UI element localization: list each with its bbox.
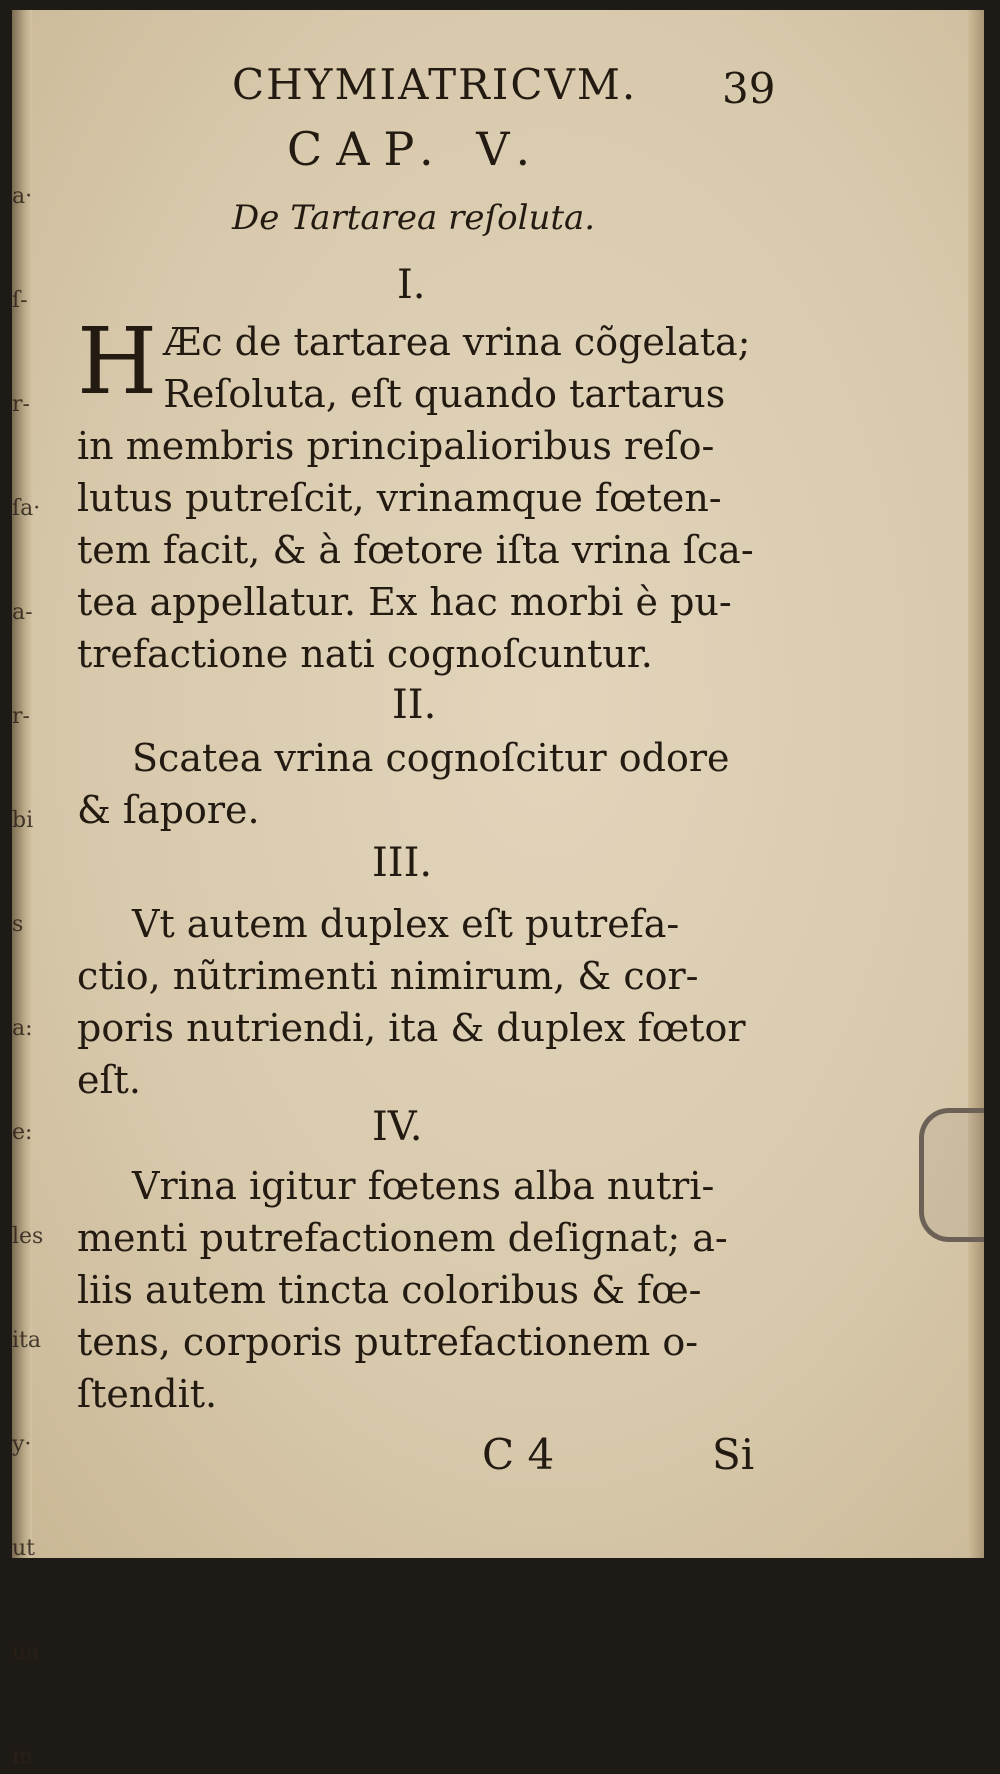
margin-fragment: y· [12,1432,32,1457]
page-clip [919,1108,984,1242]
text-line: eſt. [77,1058,141,1102]
catchword: Si [712,1430,755,1479]
text-line: poris nutriendi, ita & duplex fœtor [77,1006,746,1050]
margin-fragment: ſ- [12,288,28,313]
margin-fragment: r- [12,704,30,729]
text-line: Vt autem duplex eſt putrefa- [132,902,680,946]
margin-fragment: r- [12,392,30,417]
margin-fragment: ua [12,1640,40,1665]
text-line: Scatea vrina cognoſcitur odore [132,736,730,780]
paragraph-3 [77,898,752,1106]
page-number: 39 [722,64,776,113]
section-number: II. [392,682,437,728]
paragraph-1 [77,308,754,680]
text-line: trefactione nati cognoſcuntur. [77,632,653,676]
text-line: & ſapore. [77,788,260,832]
margin-fragment: ut [12,1536,36,1561]
section-number: I. [397,262,426,308]
section-number: IV. [372,1104,423,1150]
section-number: III. [372,840,433,886]
margin-fragment: bi [12,808,34,833]
margin-fragment: s [12,912,24,937]
text-line: lutus putreſcit, vrinamque fœten- [77,476,722,520]
text-line: liis autem tincta coloribus & fœ- [77,1268,702,1312]
text-line: in membris principalioribus reſo- [77,424,715,468]
text-line: Reſoluta, eſt quando tartarus [163,372,726,416]
margin-fragment: a- [12,600,33,625]
margin-fragment: m [12,1744,33,1769]
margin-fragment: a· [12,184,33,209]
page-edge [968,10,984,1558]
text-line: tem facit, & à fœtore iſta vrina ſca- [77,528,754,572]
paragraph-2 [77,732,752,836]
margin-fragment: e: [12,1120,33,1145]
drop-capital: H [77,308,158,415]
signature-mark: C 4 [482,1430,555,1479]
chapter-subtitle: De Tartarea reſoluta. [232,198,596,238]
running-head: CHYMIATRICVM. [232,60,638,109]
text-line: ctio, nũtrimenti nimirum, & cor- [77,954,699,998]
text-line: ſtendit. [77,1372,218,1416]
paragraph-4 [77,1160,752,1420]
text-line: menti putrefactionem deſignat; a- [77,1216,728,1260]
text-line: Vrina igitur fœtens alba nutri- [132,1164,715,1208]
text-line: Æc de tartarea vrina cõgelata; [163,320,751,364]
margin-fragment: a: [12,1016,33,1041]
margin-fragment: ſa· [12,496,41,521]
chapter-heading: CAP. V. [287,122,545,176]
text-line: tea appellatur. Ex hac morbi è pu- [77,580,732,624]
facing-page-fragments [12,180,44,1769]
margin-fragment: les [12,1224,44,1249]
book-page [12,10,984,1769]
text-line: tens, corporis putrefactionem o- [77,1320,699,1364]
margin-fragment: ita [12,1328,41,1353]
